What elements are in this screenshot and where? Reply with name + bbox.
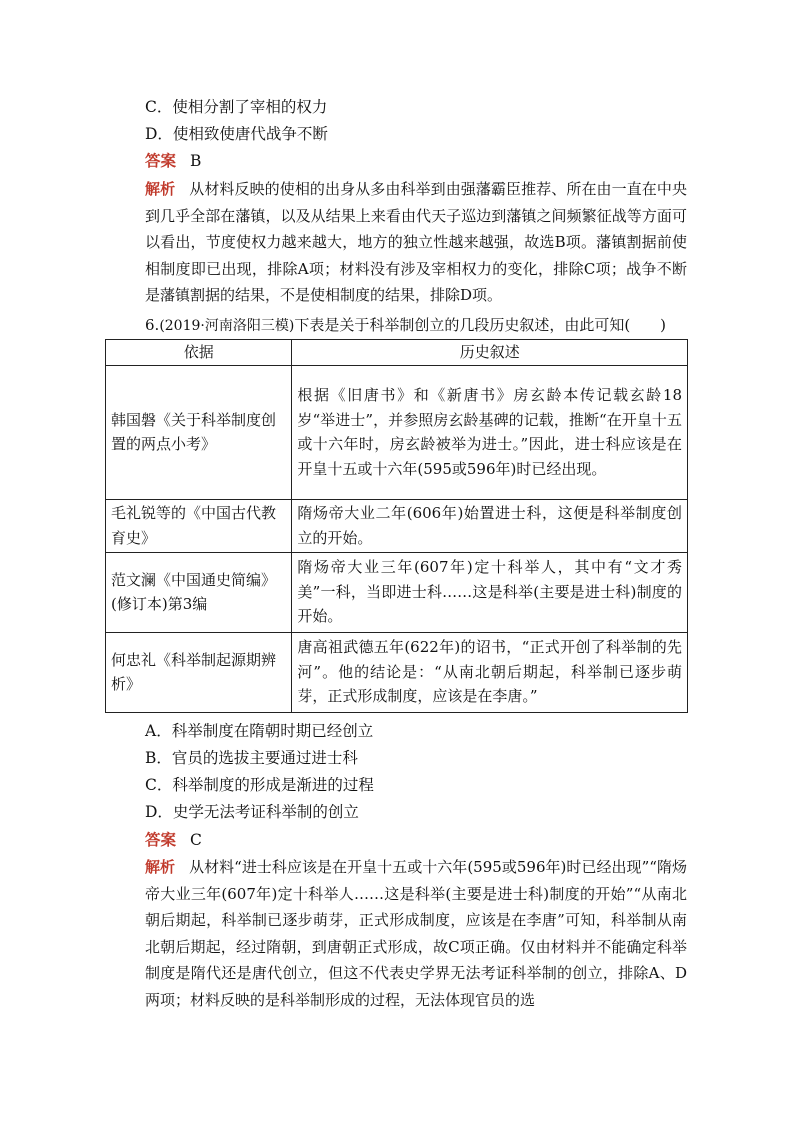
option-d: D．史学无法考证科举制的创立: [145, 803, 359, 821]
answer-label: 答案: [145, 151, 177, 170]
table-cell-narrative: 唐高祖武德五年(622年)的诏书，“正式开创了科举制的先河”。他的结论是：“从南北朝后期起，科举制已逐步萌芽，正式形成制度，应该是在李唐。”: [292, 632, 688, 712]
analysis-label: 解析: [145, 180, 176, 198]
table-cell-basis: 毛礼锐等的《中国古代教育史》: [106, 499, 292, 552]
question-number: 6.: [145, 316, 160, 334]
prev-option-d: D．使相致使唐代战争不断: [145, 125, 328, 143]
table-row: [106, 552, 688, 632]
table-header-basis: 依据: [106, 340, 292, 366]
table-cell-basis: 韩国磐《关于科举制度创置的两点小考》: [106, 365, 292, 499]
table-cell-narrative: 根据《旧唐书》和《新唐书》房玄龄本传记载玄龄18岁“举进士”，并参照房玄龄基碑的记载，推断“在开皇十五或十六年时，房玄龄被举为进士。”因此，进士科应该是在开皇十五或十六年(595或596年)时已经出现。: [292, 365, 688, 499]
table-header-row: [106, 340, 688, 366]
answer-value: C: [190, 831, 202, 849]
table-row: [106, 499, 688, 552]
option-a: A．科举制度在隋朝时期已经创立: [145, 722, 374, 740]
table-cell-narrative: 隋炀帝大业三年(607年)定十科举人，其中有“文才秀美”一科，当即进士科……这是科举(主要是进士科)制度的开始。: [292, 552, 688, 632]
answer-value: B: [190, 152, 202, 170]
option-c: C．科举制度的形成是渐进的过程: [145, 776, 374, 794]
question-source: (2019·河南洛阳三模): [159, 318, 295, 334]
history-table: [105, 339, 688, 713]
prev-option-c: C．使相分割了宰相的权力: [145, 98, 328, 116]
analysis-label: 解析: [145, 858, 176, 876]
option-b: B．官员的选拔主要通过进士科: [145, 749, 358, 767]
table-header-narrative: 历史叙述: [292, 340, 688, 366]
question-stem: 下表是关于科举制创立的几段历史叙述，由此可知( ): [294, 316, 667, 334]
question-6: [145, 312, 666, 339]
answer-label: 答案: [145, 830, 177, 849]
table-cell-narrative: 隋炀帝大业二年(606年)始置进士科，这便是科举制度创立的开始。: [292, 499, 688, 552]
answer-2: [145, 827, 202, 853]
table-row: [106, 365, 688, 499]
table-cell-basis: 何忠礼《科举制起源期辨析》: [106, 632, 292, 712]
answer-1: [145, 148, 201, 174]
analysis-text: 从材料反映的使相的出身从多由科举到由强藩霸臣推荐、所在由一直在中央到几乎全部在藩镇，以及从结果上来看由代天子巡边到藩镇之间频繁征战等方面可以看出，节度使权力越来越大，地方的独立性越来越强，故选B项。藩镇割据前使相制度即已出现，排除A项；材料没有涉及宰相权力的变化，排除C项；战争不断是藩镇割据的结果，不是使相制度的结果，排除D项。: [145, 180, 687, 304]
table-cell-basis: 范文澜《中国通史简编》(修订本)第3编: [106, 552, 292, 632]
analysis-1: [115, 176, 687, 309]
analysis-text: 从材料“进士科应该是在开皇十五或十六年(595或596年)时已经出现”“隋炀帝大业三年(607年)定十科举人……这是科举(主要是进士科)制度的开始”“从南北朝后期起，科举制已逐步萌芽，正式形成制度，应该是在李唐”可知，科举制从南北朝后期起，经过隋朝，到唐朝正式形成，故C项正确。仅由材料并不能确定科举制度是隋代还是唐代创立，但这不代表史学界无法考证科举制的创立，排除A、D两项；材料反映的是科举制形成的过程，无法体现官员的选: [145, 858, 687, 1009]
table-row: [106, 632, 688, 712]
analysis-2: [115, 854, 687, 1013]
